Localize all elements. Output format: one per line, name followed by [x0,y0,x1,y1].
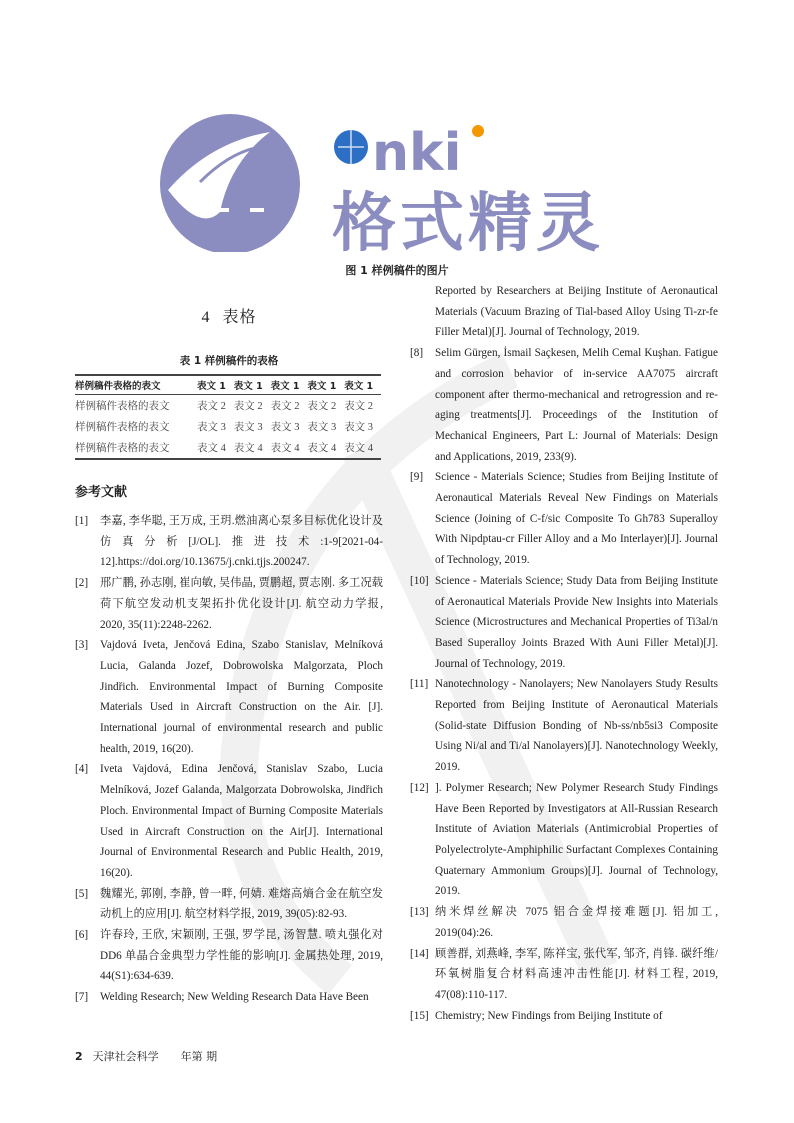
reference-number: [11] [410,678,429,691]
figure-caption: 图 1 样例稿件的图片 [345,264,449,277]
sample-table [75,374,381,460]
table-cell: 表文 4 [197,443,226,454]
table-cell: 表文 2 [344,401,374,412]
reference-text: 邢广鹏, 孙志刚, 崔向敏, 吴伟晶, 贾鹏超, 贾志刚. 多工况载荷下航空发动机支架拓扑优化设计[J]. 航空动力学报, 2020, 35(11):2248-2262. [100,577,383,631]
table-cell: 表文 2 [307,401,337,412]
table-header: 表文 1 [344,381,374,392]
reference-number: [15] [410,1009,429,1022]
reference-number: [10] [410,574,429,587]
table-cell: 表文 4 [233,443,263,454]
logo-text: nki [372,123,462,183]
table-header: 表文 1 [307,381,337,392]
reference-item [410,1006,718,1027]
table-cell: 表文 3 [233,422,263,433]
reference-number: [8] [410,347,424,360]
table-cell: 表文 3 [197,422,226,433]
table-cell: 表文 2 [233,401,263,412]
references-heading: 参考文献 [75,485,128,500]
reference-number: [12] [410,781,429,794]
reference-item [75,635,383,759]
reference-item [75,573,383,635]
reference-item [75,987,383,1008]
reference-item [75,925,383,987]
reference-number: [13] [410,906,429,919]
reference-number: [9] [410,471,424,484]
table-row [75,437,381,459]
reference-item [410,674,718,778]
table-header: 表文 1 [233,381,263,392]
figure-logo [160,112,640,252]
journal-name: 天津社会科学 [92,1050,159,1063]
reference-item [410,902,718,943]
table-header: 样例稿件表格的表文 [75,381,161,392]
reference-text: Chemistry; New Findings from Beijing Institute of [435,1009,663,1022]
reference-text: Nanotechnology - Nanolayers; New Nanolayers Study Results Reported from Beijing Institute of Aeronautical Materials (Solid-state Diffusion Bonding of Nb-ss/nb5si3 Composite Using Ni/al and Ti/al Nanolayers)[J]. Nanotechnology Weekly, 2019. [435,678,718,774]
reference-text: Iveta Vajdová, Edina Jenčová, Stanislav Szabo, Lucia Melníková, Jozef Galanda, Malgorzata Dobrowolska, Jindřich Ploch. Environmental Impact of Burning Composite Materials Used in Aircraft Construction on the Air[J]. International Journal of Environmental Research and Public Health, 2019, 16(20). [100,763,383,879]
reference-item [410,571,718,675]
references-right-column [410,281,718,1026]
table-cell: 表文 2 [197,401,226,412]
reference-text: 许春玲, 王欣, 宋颖刚, 王强, 罗学昆, 汤智慧. 喷丸强化对 DD6 单晶合金典型力学性能的影响[J]. 金属热处理, 2019, 44(S1):634-639. [100,929,383,983]
reference-number: [4] [75,763,89,776]
table-row [75,395,381,417]
reference-text: Welding Research; New Welding Research Data Have Been [100,991,369,1004]
reference-item-continued [410,281,718,343]
table-cell: 样例稿件表格的表文 [75,443,170,454]
logo-title: 格式精灵 [332,187,604,252]
reference-text: ]. Polymer Research; New Polymer Research Study Findings Have Been Reported by Investigators at All-Russian Research Institute of Aviation Materials (Antimicrobial Properties of Polyelectrolyte-Amphiphilic Surfactant Complexes Containing Quaternary Ammonium Groups)[J]. Journal of Technology, 2019. [435,781,718,898]
table-cell: 样例稿件表格的表文 [75,422,170,433]
table-cell: 表文 3 [307,422,337,433]
reference-text: Vajdová Iveta, Jenčová Edina, Szabo Stanislav, Melníková Lucia, Galanda Jozef, Dobrowolska Malgorzata, Ploch Jindřich. Environmental Impact of Burning Composite Materials Used in Aircraft Construction on the Air. [J]. International journal of environmental research and public health, 2019, 16(20). [100,639,383,755]
reference-item [410,778,718,902]
reference-item [410,467,718,571]
reference-text: Reported by Researchers at Beijing Institute of Aeronautical Materials (Vacuum Brazing of Tial-based Alloy Using Ti-zr-fe Filler Metal)[J]. Journal of Technology, 2019. [435,285,718,339]
reference-number: [2] [75,577,89,590]
reference-text: 李嘉, 李华聪, 王万成, 王玥.燃油离心泵多目标优化设计及仿真分析[J/OL].推进技术:1-9[2021-04-12].https://doi.org/10.13675/j.cnki.tjjs.200247. [100,515,383,569]
orange-dot [472,125,484,137]
journal-issue: 年第 期 [180,1050,218,1063]
page-number: 2 [75,1050,83,1063]
page-footer [75,1048,217,1064]
section-number: 4 [201,309,211,326]
table-cell: 表文 4 [307,443,337,454]
reference-item [410,944,718,1006]
reference-item [75,884,383,925]
reference-text: 魏耀光, 郭刚, 李静, 曾一畔, 何婧. 难熔高熵合金在航空发动机上的应用[J]. 航空材料学报, 2019, 39(05):82-93. [100,887,383,921]
reference-number: [14] [410,947,429,960]
section-title: 表格 [222,309,257,326]
reference-number: [3] [75,639,89,652]
table-header-row [75,375,381,395]
table-cell: 表文 4 [344,443,374,454]
table-cell: 表文 2 [270,401,300,412]
section-heading [75,304,383,327]
reference-item [410,343,718,467]
references-left-column [75,511,383,1008]
reference-number: [5] [75,887,89,900]
reference-number: [6] [75,929,89,942]
table-header: 表文 1 [270,381,300,392]
reference-text: Science - Materials Science; Studies from Beijing Institute of Aeronautical Materials Reveal New Findings on Materials Science (Joining of C-f/sic Composite To Gh783 Superalloy With Nipdptau-cr Filler Alloy and a Mo Interlayer)[J]. Journal of Technology, 2019. [435,471,718,567]
table-cell: 表文 3 [270,422,300,433]
reference-text: Science - Materials Science; Study Data from Beijing Institute of Aeronautical Materials Provide New Insights into Materials Science (Microstructures and Mechanical Properties of Ti3al/n Based Superalloy Joints Brazed With Auni Filler Metal)[J]. Journal of Technology, 2019. [435,574,718,670]
reference-number: [7] [75,991,89,1004]
table-row [75,416,381,437]
reference-text: Selim Gürgen, İsmail Saçkesen, Melih Cemal Kuşhan. Fatigue and corrosion behavior of in-service AA7075 aircraft component after thermo-mechanical and retrogression and re-aging treatments[J]. Proceedings of the Institution of Mechanical Engineers, Part L: Journal of Materials: Design and Applications, 2019, 233(9). [435,347,718,463]
table-header: 表文 1 [197,381,226,392]
reference-text: 顾善群, 刘燕峰, 李军, 陈祥宝, 张代军, 邹齐, 肖锋. 碳纤维/环氧树脂复合材料高速冲击性能[J]. 材料工程, 2019, 47(08):110-117. [435,947,718,1001]
reference-item [75,759,383,883]
table-cell: 样例稿件表格的表文 [75,401,170,412]
table-caption: 表 1 样例稿件的表格 [179,355,279,367]
reference-text: 纳米焊丝解决 7075 铝合金焊接难题[J]. 铝加工, 2019(04):26. [435,906,718,939]
reference-number: [1] [75,515,89,527]
table-cell: 表文 3 [344,422,374,433]
table-cell: 表文 4 [270,443,300,454]
reference-item [75,511,383,573]
